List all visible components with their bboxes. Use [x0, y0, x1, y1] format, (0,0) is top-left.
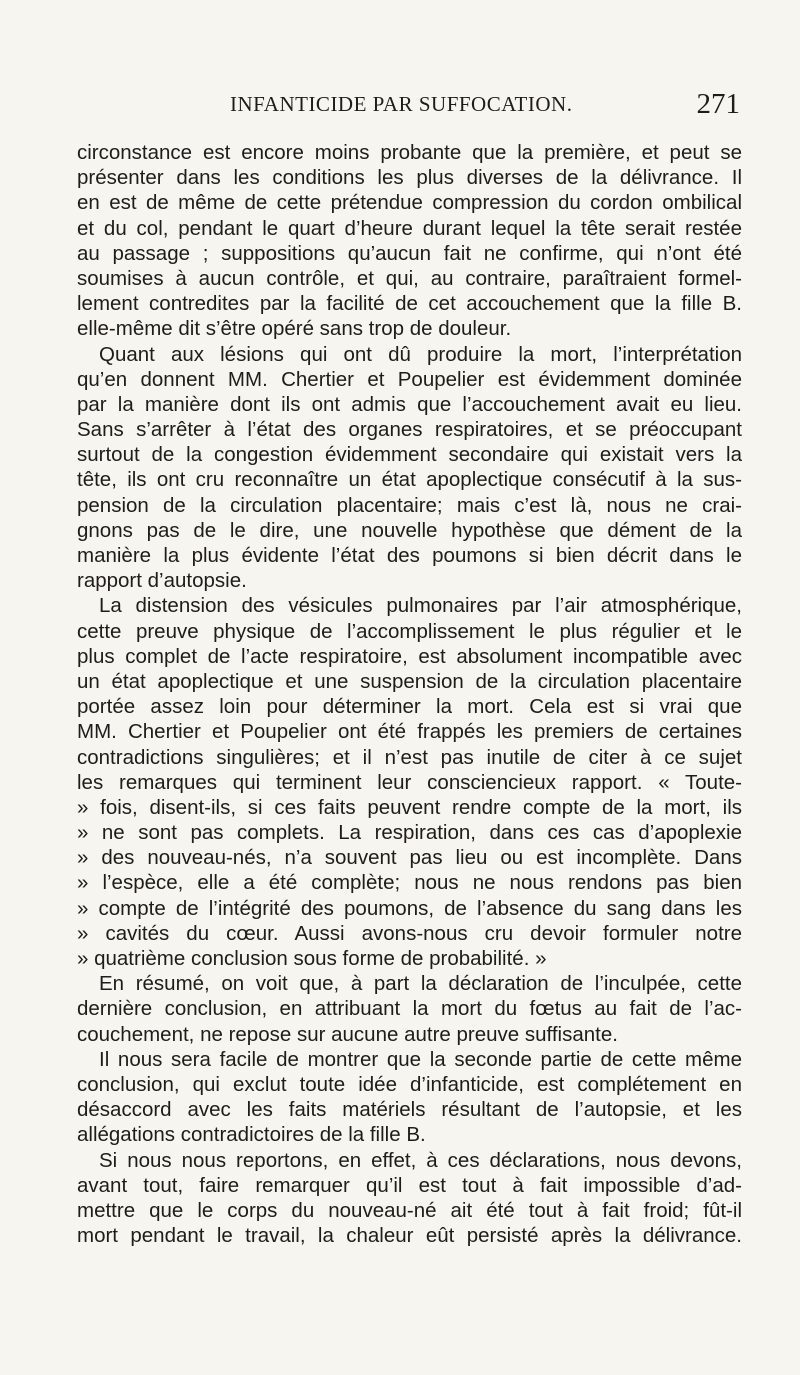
text-line: manière la plus évidente l’état des poumons si bien décrit dans le — [77, 544, 742, 567]
text-line: Si nous nous reportons, en effet, à ces déclarations, nous devons, — [99, 1148, 742, 1172]
text-line: » des nouveau-nés, n’a souvent pas lieu ou est incomplète. Dans — [77, 846, 742, 870]
text-line: en est de même de cette prétendue compression du cordon ombilical — [77, 191, 742, 215]
text-line: dernière conclusion, en attribuant la mort du fœtus au fait de l’ac- — [77, 997, 742, 1021]
running-title: INFANTICIDE PAR SUFFOCATION. — [230, 92, 573, 116]
text-line: au passage ; suppositions qu’aucun fait ne confirme, qui n’ont été — [77, 241, 742, 265]
text-line: cette preuve physique de l’accomplissement le plus régulier et le — [77, 619, 742, 643]
text-line: » ne sont pas complets. La respiration, dans ces cas d’apoplexie — [77, 821, 742, 845]
text-line: avant tout, faire remarquer qu’il est tout à fait impossible d’ad- — [77, 1173, 742, 1197]
text-line: Il nous sera facile de montrer que la seconde partie de cette même — [99, 1047, 742, 1071]
text-line: qu’en donnent MM. Chertier et Poupelier est évidemment dominée — [77, 367, 742, 391]
text-line: gnons pas de le dire, une nouvelle hypothèse que dément de la — [77, 518, 742, 542]
running-head — [80, 88, 740, 126]
text-line: surtout de la congestion évidemment secondaire qui existait vers la — [77, 443, 742, 467]
text-line: En résumé, on voit que, à part la déclaration de l’inculpée, cette — [99, 972, 742, 996]
text-line: MM. Chertier et Poupelier ont été frappés les premiers de certaines — [77, 720, 742, 744]
text-line: présenter dans les conditions les plus diverses de la délivrance. Il — [77, 166, 742, 190]
text-line: désaccord avec les faits matériels résultant de l’autopsie, et les — [77, 1098, 742, 1122]
text-line: soumises à aucun contrôle, et qui, au contraire, paraîtraient formel- — [77, 266, 742, 290]
text-line: » fois, disent-ils, si ces faits peuvent rendre compte de la mort, ils — [77, 795, 742, 819]
text-line: et du col, pendant le quart d’heure durant lequel la tête serait restée — [77, 216, 742, 240]
text-line: les remarques qui terminent leur consciencieux rapport. « Toute- — [77, 770, 742, 794]
text-line: par la manière dont ils ont admis que l’accouchement avait eu lieu. — [77, 392, 742, 416]
text-line: mettre que le corps du nouveau-né ait été tout à fait froid; fût-il — [77, 1198, 742, 1222]
text-line: un état apoplectique et une suspension de la circulation placentaire — [77, 669, 742, 693]
text-line: lement contredites par la facilité de cet accouchement que la fille B. — [77, 292, 742, 316]
text-line: Quant aux lésions qui ont dû produire la mort, l’interprétation — [99, 342, 742, 366]
text-line: portée assez loin pour déterminer la mort. Cela est si vrai que — [77, 695, 742, 719]
text-line: La distension des vésicules pulmonaires par l’air atmosphérique, — [99, 594, 742, 618]
text-line: » cavités du cœur. Aussi avons-nous cru devoir formuler notre — [77, 921, 742, 945]
text-line: » quatrième conclusion sous forme de probabilité. » — [77, 947, 547, 970]
text-line: pension de la circulation placentaire; mais c’est là, nous ne crai- — [77, 493, 742, 517]
text-line: contradictions singulières; et il n’est pas inutile de citer à ce sujet — [77, 745, 742, 769]
text-line: rapport d’autopsie. — [77, 569, 247, 593]
text-line: tête, ils ont cru reconnaître un état apoplectique consécutif à la sus- — [77, 468, 742, 492]
text-line: circonstance est encore moins probante que la première, et peut se — [77, 141, 742, 164]
text-line: elle-même dit s’être opéré sans trop de douleur. — [77, 317, 512, 341]
text-line: » compte de l’intégrité des poumons, de l’absence du sang dans les — [77, 896, 742, 920]
page-number: 271 — [696, 88, 740, 120]
text-line: allégations contradictoires de la fille B. — [77, 1123, 426, 1147]
text-line: » l’espèce, elle a été complète; nous ne nous rendons pas bien — [77, 871, 742, 895]
text-line: mort pendant le travail, la chaleur eût persisté après la délivrance. — [77, 1224, 742, 1248]
text-line: Sans s’arrêter à l’état des organes respiratoires, et se préoccupant — [77, 418, 742, 442]
text-line: conclusion, qui exclut toute idée d’infanticide, est complétement en — [77, 1072, 742, 1096]
text-line: plus complet de l’acte respiratoire, est absolument incompatible avec — [77, 644, 742, 668]
body-text — [77, 140, 742, 1248]
text-line: couchement, ne repose sur aucune autre preuve suffisante. — [77, 1022, 618, 1046]
